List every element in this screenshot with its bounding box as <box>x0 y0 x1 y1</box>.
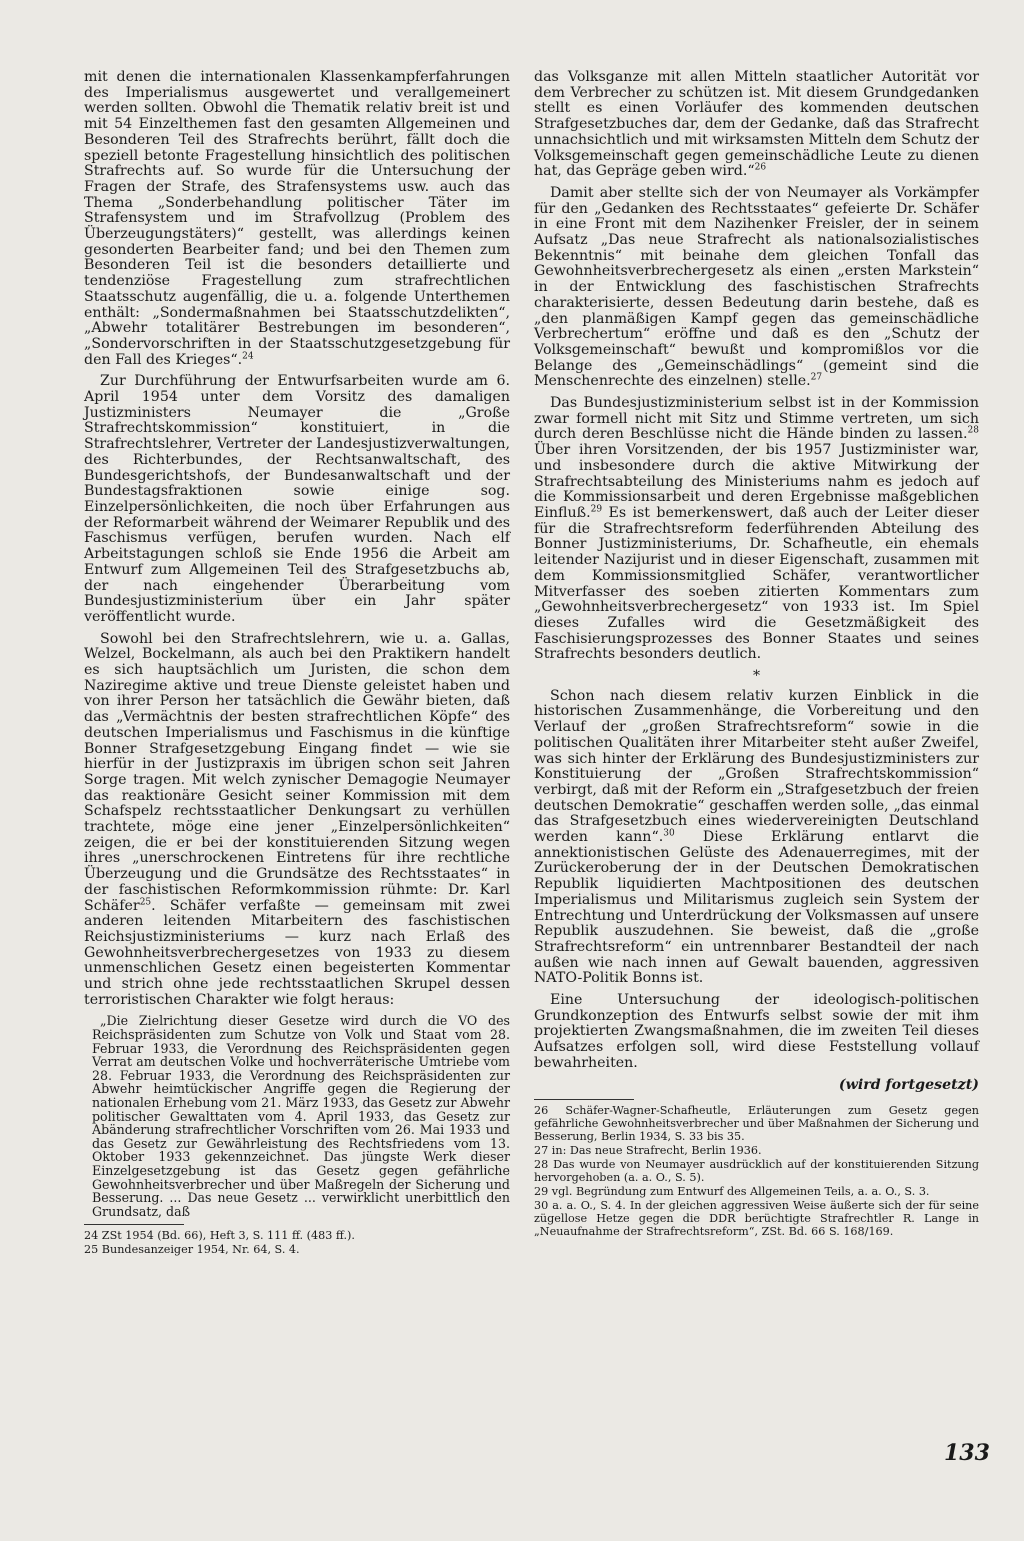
paragraph: Damit aber stellte sich der von Neumayer als Vorkämpfer für den „Gedanken des Rechtsstaates“ gefeierte Dr. Schäfer in eine Front mit dem Nazihenker Freisler, der in seinem Aufsatz „Das neue Strafrecht als nationalsozialistisches Bekenntnis“ mit beinahe dem gleichen Tonfall das Gewohnheitsverbrechergesetz als einen „ersten Markstein“ in der Entwicklung des faschistischen Strafrechts charakterisierte, dessen Bedeutung darin bestehe, daß es „den planmäßigen Kampf gegen das gemeinschädliche Verbrechertum“ eröffne und daß es den „Schutz der Volksgemeinschaft“ bewußt und kompromißlos vor die Belange des „Gemeinschädlings“ (gemeint sind die Menschenrechte des einzelnen) stelle.$^{27}$ <box>534 184 979 390</box>
paragraph: Zur Durchführung der Entwurfsarbeiten wurde am 6. April 1954 unter dem Vorsitz des damaligen Justizministers Neumayer die „Große Strafrechtskommission“ konstituiert, in die Strafrechtslehrer, Vertreter der Landesjustizverwaltungen, des Richterbundes, der Rechtsanwaltschaft, des Bundesgerichtshofs, der Bundesanwaltschaft und der Bundestagsfraktionen sowie einige sog. Einzelpersönlichkeiten, die noch über Erfahrungen aus der Reformarbeit während der Weimarer Republik und des Faschismus verfügen, berufen wurden. Nach elf Arbeitstagungen schloß sie Ende 1956 die Arbeit am Entwurf zum Allgemeinen Teil des Strafgesetzbuchs ab, der nach eingehender Überarbeitung vom Bundesjustizministerium über ein Jahr später veröffentlicht wurde. <box>84 373 510 625</box>
paragraph: Eine Untersuchung der ideologisch-politischen Grundkonzeption des Entwurfs selbst sowie der mit ihm projektierten Zwangsmaßnahmen, die im zweiten Teil dieses Aufsatzes erfolgen soll, wird diese Feststellung vollauf bewahrheiten. <box>534 992 979 1071</box>
paragraph: Schon nach diesem relativ kurzen Einblick in die historischen Zusammenhänge, die Vorbereitung und den Verlauf der „großen Strafrechtsreform“ sowie in die politischen Qualitäten ihrer Mitarbeiter steht außer Zweifel, was sich hinter der Erklärung des Bundesjustizministers zur Konstituierung der „Großen Strafrechtskommission“ verbirgt, daß mit der Reform ein „Strafgesetzbuch der freien deutschen Demokratie“ geschaffen werden solle, „das einmal das Strafgesetzbuch eines wiedervereinigten Deutschland werden kann“.$^{30}$ Diese Erklärung entlarvt die annektionistischen Gelüste des Adenauerregimes, mit der Zurückeroberung der in der Deutschen Demokratischen Republik liquidierten Machtpositionen des deutschen Imperialismus und Militarismus zugleich sein System der Entrechtung und Unterdrückung der Volksmassen auf unsere Republik auszudehnen. Sie beweist, daß die „große Strafrechtsreform“ ein untrennbarer Bestandteil der nach außen wie nach innen auf Gewalt bauenden, aggressiven NATO-Politik Bonns ist. <box>534 687 979 987</box>
continued-note: (wird fortgesetzt) <box>838 1076 979 1093</box>
paragraph: Das Bundesjustizministerium selbst ist in der Kommission zwar formell nicht mit Sitz und Stimme vertreten, um sich durch deren Beschlüsse nicht die Hände binden zu lassen.$^{28}$ Über ihren Vorsitzenden, der bis 1957 Justizminister war, und insbesondere durch die aktive Mitwirkung der Strafrechtsabteilung des Ministeriums nahm es jedoch auf die Kommissionsarbeit und deren Ergebnisse maßgeblichen Einfluß.$^{29}$ Es ist bemerkenswert, daß auch der Leiter dieser für die Strafrechtsreform federführenden Abteilung des Bonner Justizministeriums, Dr. Schafheutle, ein ehemals leitender Nazijurist und in dieser Eigenschaft, zusammen mit dem Kommissionsmitglied Schäfer, verantwortlicher Mitverfasser des soeben zitierten Kommentars zum „Gewohnheitsverbrechergesetz“ von 1933 ist. Im Spiel dieses Zufalles wird die Gesetzmäßigkeit des Faschisierungsprozesses des Bonner Staates und seines Strafrechts besonders deutlich. <box>534 395 979 663</box>
footnote-divider <box>534 1099 634 1100</box>
block-quote: „Die Zielrichtung dieser Gesetze wird durch die VO des Reichspräsidenten zum Schutze von Volk und Staat vom 28. Februar 1933, die Verordnung des Reichspräsidenten gegen Verrat am deutschen Volke und hochverräterische Umtriebe vom 28. Februar 1933, die Verordnung des Reichspräsidenten zur Abwehr heimtückischer Angriffe gegen die Regierung der nationalen Erhebung vom 21. März 1933, das Gesetz zur Abwehr politischer Gewalttaten vom 4. April 1933, das Gesetz zur Abänderung strafrechtlicher Vorschriften vom 26. Mai 1933 und das Gesetz zur Gewährleistung des Rechtsfriedens vom 13. Oktober 1933 gekennzeichnet. Das jüngste Werk dieser Einzelgesetzgebung ist das Gesetz gegen gefährliche Gewohnheitsverbrecher und über Maßregeln der Sicherung und Besserung. ... Das neue Gesetz ... verwirklicht unerbittlich den Grundsatz, daß <box>92 1013 510 1219</box>
footnote: 24 ZSt 1954 (Bd. 66), Heft 3, S. 111 ff. (483 ff.). <box>84 1229 355 1243</box>
paragraph: mit denen die internationalen Klassenkampferfahrungen des Imperialismus ausgewertet und verallgemeinert werden sollten. Obwohl die Thematik relativ breit ist und mit 54 Einzelthemen fast den gesamten Allgemeinen und Besonderen Teil des Strafrechts berührt, fällt doch die speziell betonte Fragestellung hinsichtlich des politischen Strafrechts auf. So wurde für die Untersuchung der Fragen der Strafe, des Strafensystems usw. auch das Thema „Sonderbehandlung politischer Täter im Strafensystem und im Strafvollzug (Problem des Überzeugungstäters)“ gestellt, was allerdings keinen gesonderten Bearbeiter fand; und bei den Themen zum Besonderen Teil ist die besonders detaillierte und tendenziöse Fragestellung zum strafrechtlichen Staatsschutz augenfällig, die u. a. folgende Unterthemen enthält: „Sondermaßnahmen bei Staatsschutzdelikten“, „Abwehr totalitärer Bestrebungen im besonderen“, „Sondervorschriften in der Staatsschutzgesetzgebung für den Fall des Krieges“.$^{24}$ <box>84 69 510 368</box>
paragraph: Sowohl bei den Strafrechtslehrern, wie u. a. Gallas, Welzel, Bockelmann, als auch bei den Praktikern handelt es sich hauptsächlich um Juristen, die schon dem Naziregime aktive und treue Dienste geleistet haben und von ihrer Person her tatsächlich die Gewähr bieten, daß das „Vermächtnis der besten strafrechtlichen Köpfe“ des deutschen Imperialismus und Faschismus in die künftige Bonner Strafgesetzgebung Eingang findet — wie sie hierfür in der Justizpraxis im übrigen schon seit Jahren Sorge tragen. Mit welch zynischer Demagogie Neumayer das reaktionäre Gesicht seiner Kommission mit dem Schafspelz rechtsstaatlicher Denkungsart zu verhüllen trachtete, möge eine jener „Einzelpersönlichkeiten“ zeigen, die er bei der konstituierenden Sitzung wegen ihres „unerschrockenen Eintretens für ihre rechtliche Überzeugung und die Grundsätze des Rechtsstaates“ in der faschistischen Reformkommission rühmte: Dr. Karl Schäfer$^{25}$. Schäfer verfaßte — gemeinsam mit zwei anderen leitenden Mitarbeitern des faschistischen Reichsjustizministeriums — kurz nach Erlaß des Gewohnheitsverbrechergesetzes von 1933 zu diesem unmenschlichen Gesetz einen begeisterten Kommentar und strich ohne jede rechtsstaatlichen Skrupel dessen terroristischen Charakter wie folgt heraus: <box>84 630 510 1008</box>
footnote: 25 Bundesanzeiger 1954, Nr. 64, S. 4. <box>84 1243 300 1257</box>
footnote: 30 a. a. O., S. 4. In der gleichen aggressiven Weise äußerte sich der für seine zügellose Hetze gegen die DDR berüchtigte Strafrechtler R. Lange in „Neuaufnahme der Strafrechtsreform“, ZSt. Bd. 66 S. 168/169. <box>534 1199 979 1239</box>
footnote-ref: 29 <box>590 504 603 515</box>
page-number: 133 <box>944 1440 990 1466</box>
footnote: 28 Das wurde von Neumayer ausdrücklich auf der konstituierenden Sitzung hervorgehoben (a. a. O., S. 5). <box>534 1158 979 1185</box>
footnote-ref: 27 <box>810 372 823 383</box>
section-separator: * <box>752 668 761 685</box>
footnote: 29 vgl. Begründung zum Entwurf des Allgemeinen Teils, a. a. O., S. 3. <box>534 1185 930 1199</box>
footnote-ref: 30 <box>663 828 675 839</box>
footnote-ref: 24 <box>242 350 254 361</box>
footnote: 27 in: Das neue Strafrecht, Berlin 1936. <box>534 1144 762 1158</box>
right-column <box>534 70 979 1239</box>
footnote-ref: 28 <box>967 425 979 436</box>
footnote-ref: 26 <box>754 162 767 173</box>
paragraph: das Volksganze mit allen Mitteln staatlicher Autorität vor dem Verbrecher zu schützen ist. Mit diesem Grundgedanken stellt es einen Vorläufer des kommenden deutschen Strafgesetzbuches dar, dem der Gedanke, daß das Strafrecht unnachsichtlich und mit wirksamsten Mitteln dem Schutz der Volksgemeinschaft gegen gemeinschädliche Leute zu dienen hat, das Gepräge geben wird.“$^{26}$ <box>534 69 979 180</box>
footnote: 26 Schäfer-Wagner-Schafheutle, Erläuterungen zum Gesetz gegen gefährliche Gewohnheitsverbrecher und über Maßnahmen der Sicherung und Besserung, Berlin 1934, S. 33 bis 35. <box>534 1104 979 1144</box>
left-column <box>84 70 510 1257</box>
footnote-divider <box>84 1224 184 1225</box>
footnote-ref: 25 <box>139 896 152 907</box>
